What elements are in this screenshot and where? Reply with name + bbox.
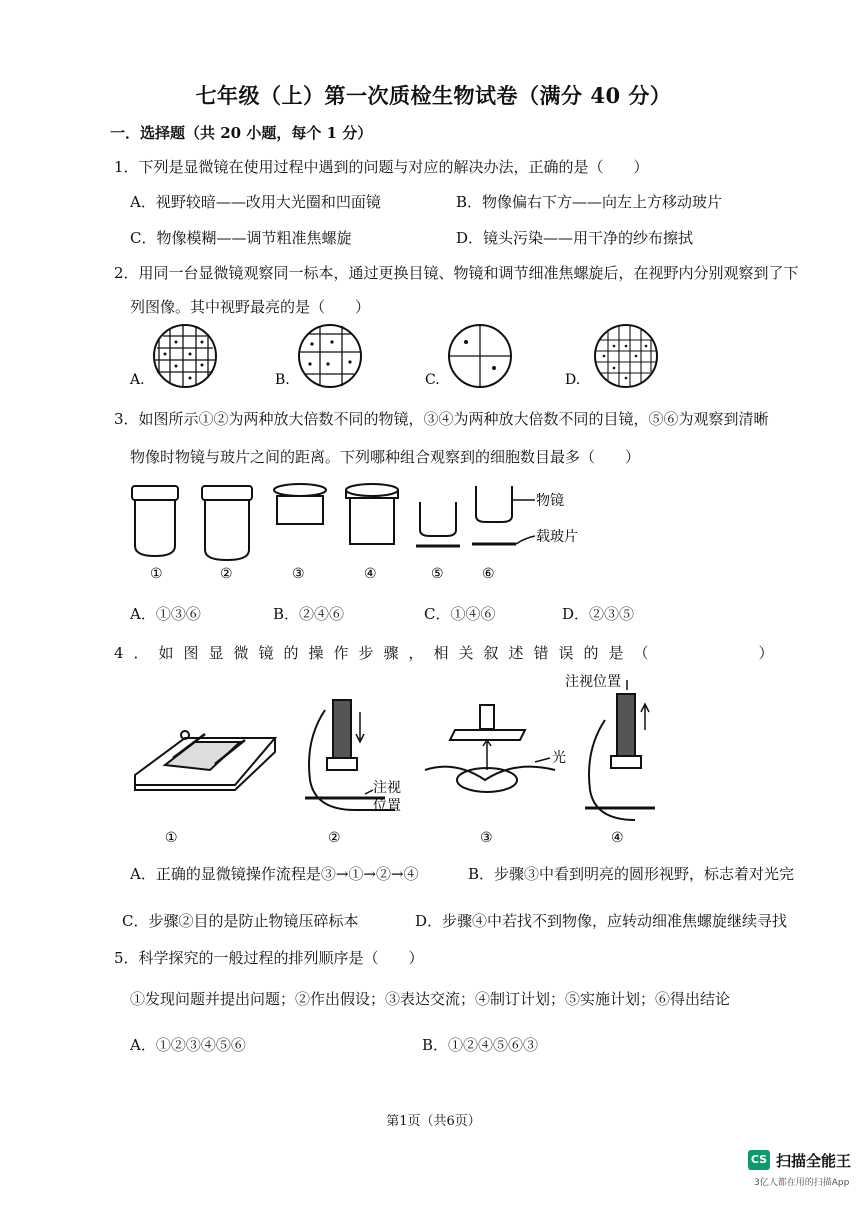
camscanner-logo-icon: CS [748, 1150, 770, 1170]
page-footer: 第1页（共6页） [386, 1114, 481, 1129]
watermark-tagline: 3亿人都在用的扫描App [754, 1178, 850, 1188]
q4-step-4-raising [585, 680, 655, 820]
q2-view-a [154, 325, 216, 387]
q3-option-c: C．①④⑥ [424, 605, 496, 623]
q2-label-b: B. [275, 372, 290, 388]
q3-objective-2 [202, 486, 252, 560]
q4-callout-watch-top: 注视位置 [565, 674, 621, 690]
section-heading: 一．选择题（共 20 小题，每个 1 分） [110, 124, 373, 142]
q3-fig-label-3: ③ [292, 566, 305, 582]
q4-operation-figure [125, 670, 685, 850]
q4-callout-light: 光 [552, 750, 566, 766]
question-2-stem-line2: 列图像。其中视野最亮的是（ ） [130, 298, 371, 316]
q2-label-c: C. [425, 372, 440, 388]
q1-option-a: A．视野较暗——改用大光圈和凹面镜 [130, 193, 381, 211]
page-title: 七年级（上）第一次质检生物试卷（满分 40 分） [195, 83, 672, 108]
q3-callout-slide: 载玻片 [536, 529, 578, 545]
q4-callout-watch-1: 注视 [373, 780, 401, 796]
q3-lens-figure [120, 478, 600, 588]
q3-distance-6 [472, 486, 535, 544]
q3-option-a: A．①③⑥ [130, 605, 201, 623]
q4-option-d: D．步骤④中若找不到物像，应转动细准焦螺旋继续寻找 [415, 912, 788, 930]
q1-option-b: B．物像偏右下方——向左上方移动玻片 [456, 193, 723, 211]
question-5-stem: 5．科学探究的一般过程的排列顺序是（ ） [114, 949, 424, 967]
q5-option-a: A．①②③④⑤⑥ [130, 1036, 246, 1054]
question-3-stem-line1: 3．如图所示①②为两种放大倍数不同的物镜，③④为两种放大倍数不同的目镜，⑤⑥为观察到清晰 [114, 410, 769, 428]
q3-fig-label-1: ① [150, 566, 163, 582]
q4-fig-label-4: ④ [611, 830, 624, 846]
q5-steps: ①发现问题并提出问题；②作出假设；③表达交流；④制订计划；⑤实施计划；⑥得出结论 [130, 990, 731, 1008]
q5-option-b: B．①②④⑤⑥③ [422, 1036, 539, 1054]
q4-callout-watch-2: 位置 [373, 798, 401, 814]
q3-fig-label-4: ④ [364, 566, 377, 582]
q1-option-c: C．物像模糊——调节粗准焦螺旋 [130, 229, 352, 247]
q4-fig-label-3: ③ [480, 830, 493, 846]
q3-objective-1 [132, 486, 178, 556]
question-4-stem: 4．如图显微镜的操作步骤，相关叙述错误的是（ ） [114, 644, 784, 662]
q2-view-d [595, 325, 657, 387]
q3-eyepiece-4 [346, 484, 398, 544]
question-2-stem-line1: 2．用同一台显微镜观察同一标本，通过更换目镜、物镜和调节细准焦螺旋后，在视野内分别观察到了下 [114, 264, 799, 282]
question-3-stem-line2: 物像时物镜与玻片之间的距离。下列哪种组合观察到的细胞数目最多（ ） [130, 448, 641, 466]
q4-option-b: B．步骤③中看到明亮的圆形视野，标志着对光完 [468, 865, 795, 883]
q4-fig-label-2: ② [328, 830, 341, 846]
q4-option-c: C．步骤②目的是防止物镜压碎标本 [122, 912, 359, 930]
q3-fig-label-6: ⑥ [482, 566, 495, 582]
q3-option-b: B．②④⑥ [273, 605, 345, 623]
q2-field-of-view-figure [120, 322, 680, 390]
q3-eyepiece-3 [274, 484, 326, 524]
q4-fig-label-1: ① [165, 830, 178, 846]
q3-option-d: D．②③⑤ [562, 605, 635, 623]
q2-view-b [299, 325, 361, 387]
q2-view-c [449, 325, 511, 387]
q3-fig-label-2: ② [220, 566, 233, 582]
q4-step-1-stage [135, 731, 275, 790]
watermark-brand: 扫描全能王 [776, 1152, 852, 1170]
q2-label-d: D. [565, 372, 581, 388]
q3-callout-objective: 物镜 [536, 493, 564, 509]
q1-option-d: D．镜头污染——用干净的纱布擦拭 [456, 229, 694, 247]
q2-label-a: A. [130, 372, 145, 388]
q3-fig-label-5: ⑤ [431, 566, 444, 582]
q3-distance-5 [416, 502, 460, 546]
q4-step-3-light [425, 705, 555, 792]
q4-option-a: A．正确的显微镜操作流程是③→①→②→④ [130, 865, 419, 883]
question-1-stem: 1．下列是显微镜在使用过程中遇到的问题与对应的解决办法，正确的是（ ） [114, 158, 649, 176]
